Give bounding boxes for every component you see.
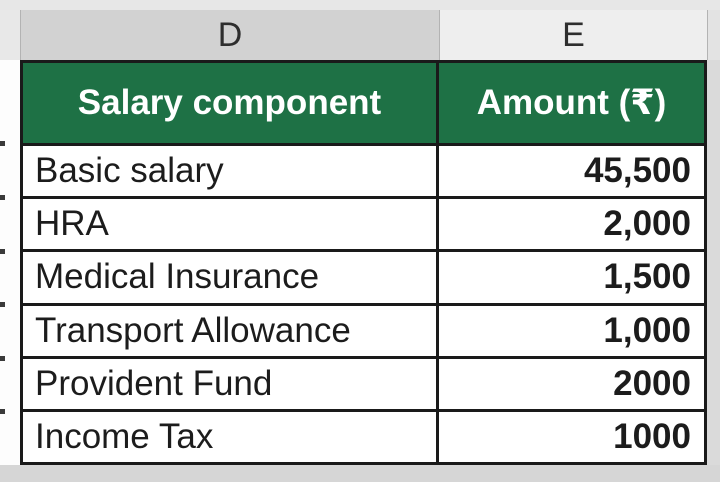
table-row (23, 303, 704, 356)
cell-component[interactable]: HRA (23, 199, 439, 249)
table-row (23, 143, 704, 196)
gridline-stub (0, 356, 5, 361)
gridline-stub (0, 249, 5, 254)
gridline-stub (0, 141, 5, 146)
top-margin-strip (0, 0, 720, 10)
gridline-stub (0, 409, 5, 414)
table-row (23, 196, 704, 249)
column-header-c-stub (0, 10, 20, 60)
column-header-d[interactable]: D (20, 10, 439, 60)
salary-table-header-row (23, 63, 704, 143)
cropped-row-header-strip (0, 60, 20, 465)
cell-component[interactable]: Provident Fund (23, 359, 439, 409)
right-margin-strip (707, 60, 720, 465)
table-row (23, 356, 704, 409)
gridline-stub (0, 195, 5, 200)
salary-table (20, 60, 707, 465)
gridline-stub (0, 302, 5, 307)
cell-amount[interactable]: 2000 (613, 363, 691, 403)
column-header-e[interactable]: E (439, 10, 707, 60)
table-row (23, 249, 704, 302)
cell-amount[interactable]: 1000 (613, 416, 691, 456)
header-cell-salary-component[interactable]: Salary component (23, 63, 439, 143)
cell-amount[interactable]: 1,500 (603, 257, 691, 297)
cell-component[interactable]: Transport Allowance (23, 306, 439, 356)
column-header-row (0, 10, 720, 60)
cell-component[interactable]: Income Tax (23, 412, 439, 462)
table-row (23, 409, 704, 462)
column-header-f-stub (707, 10, 720, 60)
bottom-margin-strip (0, 465, 720, 482)
cell-amount[interactable]: 45,500 (583, 151, 691, 191)
cell-amount[interactable]: 2,000 (603, 204, 691, 244)
cell-component[interactable]: Medical Insurance (23, 252, 439, 302)
header-cell-amount[interactable]: Amount (₹) (476, 83, 667, 122)
cell-component[interactable]: Basic salary (23, 146, 439, 196)
cell-amount[interactable]: 1,000 (603, 310, 691, 350)
